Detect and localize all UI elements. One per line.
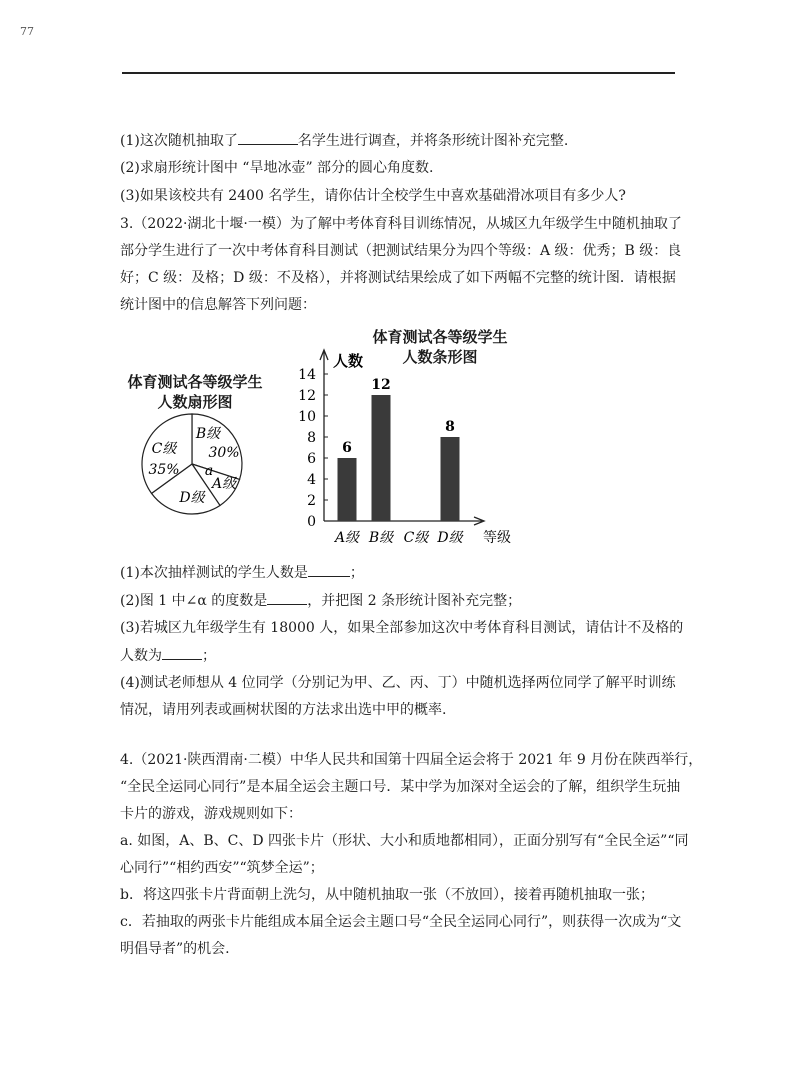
q3-sub4-line2: 情况，请用列表或画树状图的方法求出选中甲的概率. [120, 702, 447, 718]
y-tick-label: 14 [298, 367, 316, 383]
q3-sub2 [120, 590, 521, 611]
q3-sub2-post: ，并把图 2 条形统计图补充完整； [307, 593, 522, 609]
y-tick-label: 8 [307, 430, 316, 446]
answer-blank[interactable] [238, 130, 298, 145]
q4-line-8: 明倡导者”的机会. [120, 941, 230, 957]
x-tick-label: A级 [334, 530, 360, 546]
bar-value-label: 6 [342, 440, 352, 456]
y-axis-label: 人数 [332, 352, 364, 370]
q3-sub3-line2 [120, 645, 216, 666]
pie-title-line1: 体育测试各等级学生 [127, 373, 263, 391]
page-number: 77 [20, 25, 34, 38]
bar-value-label: 8 [445, 419, 455, 435]
q4-line-1: 4.（2021·陕西渭南·二模）中华人民共和国第十四届全运会将于 2021 年 9 月份在陕西举行， [120, 752, 703, 768]
q3-intro-2: 部分学生进行了一次中考体育科目测试（把测试结果分为四个等级：A 级：优秀；B 级：良 [120, 243, 682, 259]
y-tick-label: 0 [307, 514, 316, 530]
q3-sub1-post: ； [349, 565, 364, 581]
pie-label-b: B级 [195, 426, 221, 442]
bar-title-line1: 体育测试各等级学生 [372, 328, 508, 346]
q2-sub3: (3)如果该校共有 2400 名学生，请你估计全校学生中喜欢基础滑冰项目有多少人? [120, 188, 626, 204]
pie-value-c: 35% [148, 462, 180, 478]
q2-sub1-post: 名学生进行调查，并将条形统计图补充完整. [297, 133, 569, 149]
q3-sub1-pre: (1)本次抽样测试的学生人数是 [120, 565, 308, 581]
pie-value-b: 30% [208, 445, 240, 461]
q2-sub2: (2)求扇形统计图中 “旱地冰壶” 部分的圆心角度数. [120, 160, 434, 176]
pie-angle-alpha: a [204, 463, 214, 479]
q2-sub1-pre: (1)这次随机抽取了 [120, 133, 238, 149]
q3-sub1 [120, 562, 364, 583]
answer-blank[interactable] [308, 562, 350, 577]
bar-chart [290, 340, 520, 555]
bar-value-label: 12 [371, 377, 391, 393]
q4-line-5: 心同行”“相约西安”“筑梦全运”； [120, 860, 324, 876]
q4-line-7: c．若抽取的两张卡片能组成本届全运会主题口号“全民全运同心同行”，则获得一次成为“文 [120, 914, 682, 930]
pie-label-d: D级 [179, 490, 205, 506]
pie-label-a: A级 [211, 476, 237, 492]
x-tick-label: B级 [368, 530, 394, 546]
pie-title-line2: 人数扇形图 [157, 393, 233, 411]
answer-blank[interactable] [162, 645, 202, 660]
q3-sub3-pre: 人数为 [120, 648, 162, 664]
bar-title-line2: 人数条形图 [402, 348, 478, 366]
pie-chart-title [115, 372, 275, 412]
y-tick-label: 4 [307, 472, 316, 488]
q4-line-4: a. 如图，A、B、C、D 四张卡片（形状、大小和质地都相同），正面分别写有“全民全运”“同 [120, 833, 689, 849]
q3-intro-1: 3.（2022·湖北十堰·一模）为了解中考体育科目训练情况，从城区九年级学生中随机抽取了 [120, 216, 682, 232]
q3-sub3-line1: (3)若城区九年级学生有 18000 人，如果全部参加这次中考体育科目测试，请估计不及格的 [120, 620, 684, 636]
q3-intro-4: 统计图中的信息解答下列问题： [120, 297, 316, 313]
q3-sub4-line1: (4)测试老师想从 4 位同学（分别记为甲、乙、丙、丁）中随机选择两位同学了解平时训练 [120, 675, 676, 691]
q4-line-6: b．将这四张卡片背面朝上洗匀，从中随机抽取一张（不放回），接着再随机抽取一张； [120, 887, 654, 903]
q2-sub1 [120, 130, 568, 151]
q3-intro-3: 好；C 级：及格；D 级：不及格），并将测试结果绘成了如下两幅不完整的统计图．请根据 [120, 270, 676, 286]
bar-B级 [372, 395, 391, 521]
y-tick-label: 2 [307, 493, 316, 509]
x-tick-label: D级 [437, 530, 463, 546]
pie-chart [120, 412, 270, 522]
bar-A级 [338, 458, 357, 521]
y-tick-label: 6 [307, 451, 316, 467]
answer-blank[interactable] [267, 590, 307, 605]
q3-sub2-pre: (2)图 1 中∠α 的度数是 [120, 593, 268, 609]
pie-label-c: C级 [151, 441, 177, 457]
bar-D级 [441, 437, 460, 521]
q4-line-2: “全民全运同心同行”是本届全运会主题口号．某中学为加深对全运会的了解，组织学生玩抽 [120, 779, 681, 795]
x-axis-label: 等级 [483, 530, 511, 546]
q3-sub3-post: ； [202, 648, 216, 664]
x-tick-label: C级 [403, 530, 429, 546]
y-tick-label: 12 [298, 388, 316, 404]
header-rule [122, 72, 675, 74]
y-tick-label: 10 [298, 409, 316, 425]
q4-line-3: 卡片的游戏，游戏规则如下： [120, 806, 302, 822]
